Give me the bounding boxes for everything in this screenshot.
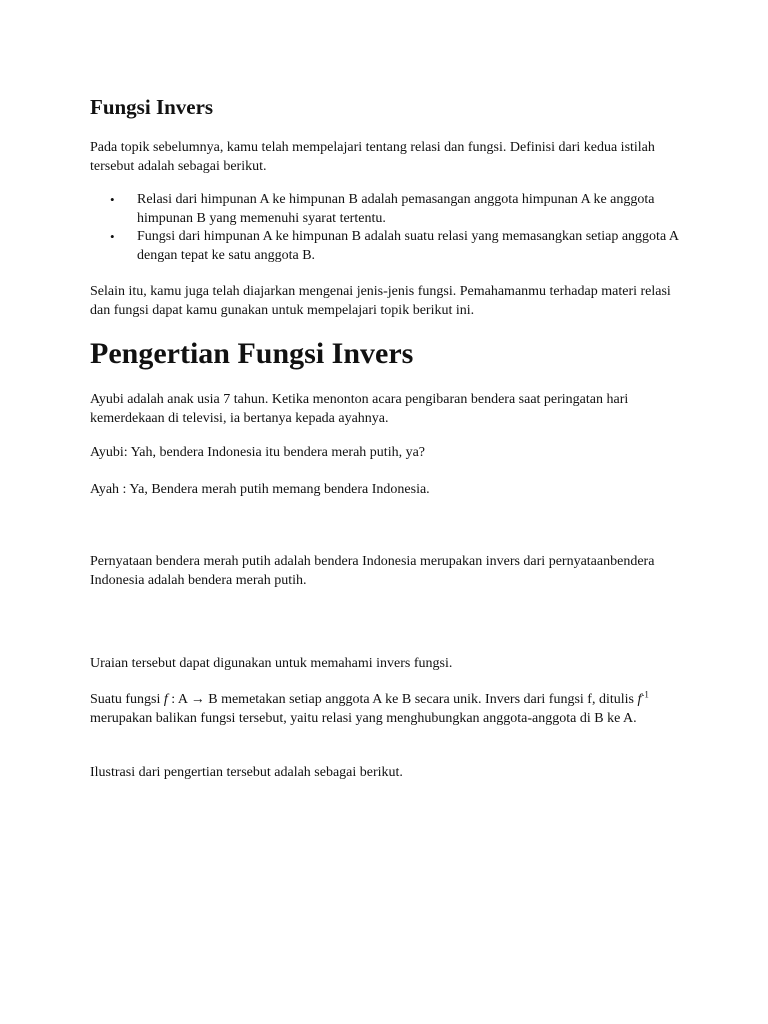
paragraph-ayubi: Ayubi adalah anak usia 7 tahun. Ketika menonton acara pengibaran bendera saat peringatan hari kemerdekaan di televisi, ia bertanya kepada ayahnya. — [90, 392, 629, 426]
definition-list — [90, 191, 690, 265]
bullet-icon: • — [110, 229, 115, 244]
list-item-text: Fungsi dari himpunan A ke himpunan B adalah suatu relasi yang memasangkan setiap anggota A dengan tepat ke satu anggota B. — [137, 229, 679, 263]
inverse-superscript: -1 — [641, 689, 649, 700]
heading-fungsi-invers: Fungsi Invers — [90, 95, 214, 119]
paragraph-pernyataan: Pernyataan bendera merah putih adalah bendera Indonesia merupakan invers dari pernyataanbendera Indonesia adalah bendera merah putih. — [90, 554, 655, 588]
paragraph-selain: Selain itu, kamu juga telah diajarkan mengenai jenis-jenis fungsi. Pemahamanmu terhadap materi relasi dan fungsi dapat kamu gunakan untuk mempelajari topik berikut ini. — [90, 284, 671, 318]
dialog-ayubi: Ayubi: Yah, bendera Indonesia itu bendera merah putih, ya? — [90, 445, 426, 460]
paragraph-ilustrasi: Ilustrasi dari pengertian tersebut adalah sebagai berikut. — [90, 765, 403, 780]
definition-text-part3: merupakan balikan fungsi tersebut, yaitu relasi yang menghubungkan anggota-anggota di B ke A. — [90, 710, 637, 726]
paragraph-uraian: Uraian tersebut dapat digunakan untuk memahami invers fungsi. — [90, 656, 453, 671]
list-item-text: Relasi dari himpunan A ke himpunan B adalah pemasangan anggota himpunan A ke anggota himpunan B yang memenuhi syarat tertentu. — [137, 192, 655, 226]
definition-text-part1: Suatu fungsi — [90, 692, 164, 707]
heading-pengertian: Pengertian Fungsi Invers — [90, 337, 414, 370]
intro-paragraph: Pada topik sebelumnya, kamu telah mempelajari tentang relasi dan fungsi. Definisi dari kedua istilah tersebut adalah sebagai berikut. — [90, 140, 655, 174]
inverse-function-symbol: f — [637, 692, 642, 707]
function-symbol-f: f — [163, 692, 168, 707]
list-item — [90, 191, 690, 228]
list-item — [90, 228, 690, 265]
definition-text-part2: : A → B memetakan setiap anggota A ke B secara unik. Invers dari fungsi f, ditulis — [167, 692, 638, 707]
paragraph-fungsi-definition — [90, 691, 690, 728]
bullet-icon: • — [110, 192, 115, 207]
dialog-ayah: Ayah : Ya, Bendera merah putih memang bendera Indonesia. — [90, 482, 430, 497]
